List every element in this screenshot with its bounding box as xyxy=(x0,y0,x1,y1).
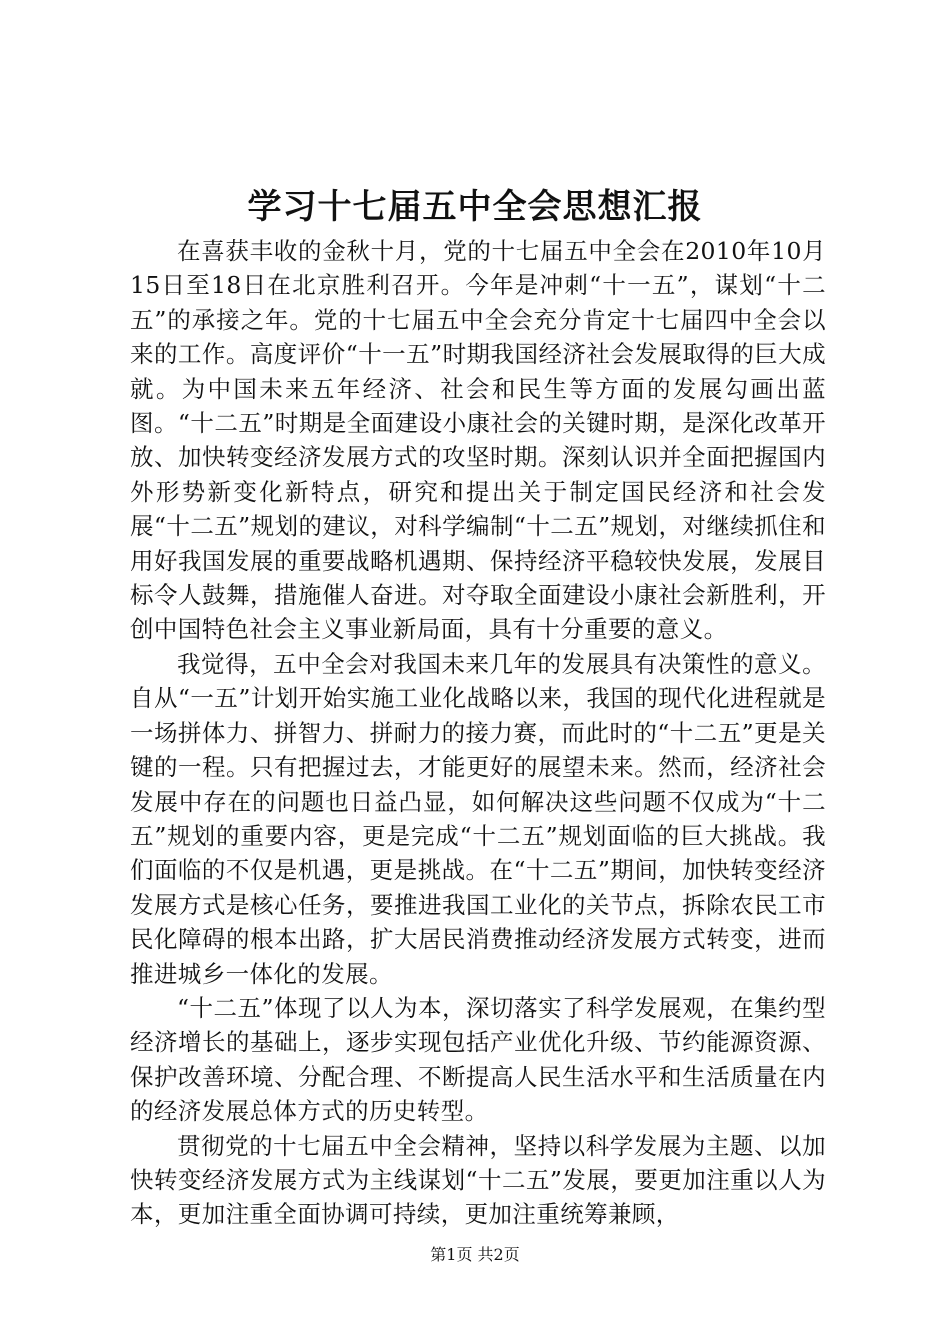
page-number-footer: 第1页 共2页 xyxy=(430,1245,520,1264)
paragraph-2: 我觉得，五中全会对我国未来几年的发展具有决策性的意义。自从“一五”计划开始实施工业化战略以来，我国的现代化进程就是一场拼体力、拼智力、拼耐力的接力赛，而此时的“十二五”更是关键的一程。只有把握过去，才能更好的展望未来。然而，经济社会发展中存在的问题也日益凸显，如何解决这些问题不仅成为“十二五”规划的重要内容，更是完成“十二五”规划面临的巨大挑战。我们面临的不仅是机遇，更是挑战。在“十二五”期间，加快转变经济发展方式是核心任务，要推进我国工业化的关节点，拆除农民工市民化障碍的根本出路，扩大居民消费推动经济发展方式转变，进而推进城乡一体化的发展。 xyxy=(130,649,826,988)
paragraph-4: 贯彻党的十七届五中全会精神，坚持以科学发展为主题、以加快转变经济发展方式为主线谋划“十二五”发展，要更加注重以人为本，更加注重全面协调可持续，更加注重统筹兼顾， xyxy=(130,1131,826,1229)
document-title: 学习十七届五中全会思想汇报 xyxy=(247,187,703,227)
document-body xyxy=(130,234,826,1232)
paragraph-3: “十二五”体现了以人为本，深切落实了科学发展观，在集约型经济增长的基础上，逐步实现包括产业优化升级、节约能源资源、保护改善环境、分配合理、不断提高人民生活水平和生活质量在内的经济发展总体方式的历史转型。 xyxy=(130,993,826,1126)
paragraph-1: 在喜获丰收的金秋十月，党的十七届五中全会在2010年10月15日至18日在北京胜利召开。今年是冲刺“十一五”，谋划“十二五”的承接之年。党的十七届五中全会充分肯定十七届四中全会以来的工作。高度评价“十一五”时期我国经济社会发展取得的巨大成就。为中国未来五年经济、社会和民生等方面的发展勾画出蓝图。“十二五”时期是全面建设小康社会的关键时期，是深化改革开放、加快转变经济发展方式的攻坚时期。深刻认识并全面把握国内外形势新变化新特点，研究和提出关于制定国民经济和社会发展“十二五”规划的建议，对科学编制“十二五”规划，对继续抓住和用好我国发展的重要战略机遇期、保持经济平稳较快发展，发展目标令人鼓舞，措施催人奋进。对夺取全面建设小康社会新胜利，开创中国特色社会主义事业新局面，具有十分重要的意义。 xyxy=(130,237,826,644)
